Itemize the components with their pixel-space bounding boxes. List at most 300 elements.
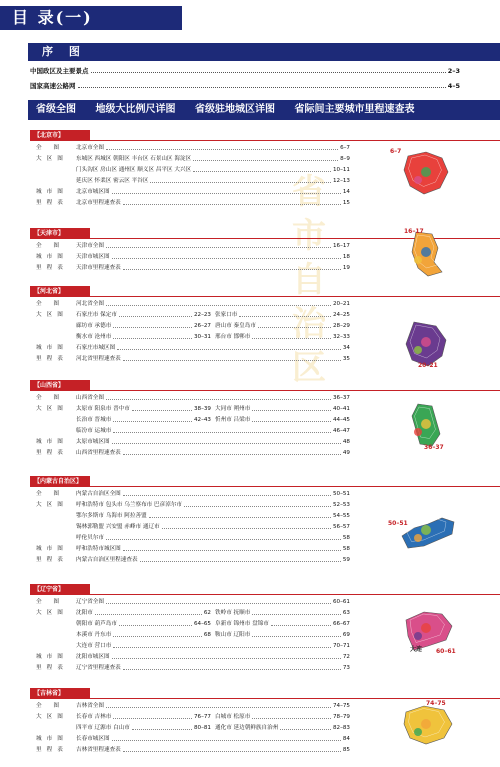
leader-dots <box>113 713 192 719</box>
row-text: 呼和浩特市 包头市 乌兰察布市 巴彦淖尔市 <box>76 502 183 508</box>
toc-row[interactable] <box>30 427 350 436</box>
section-title-part: 省级全图 <box>36 104 76 115</box>
leader-dots <box>106 598 331 604</box>
row-page: 24–25 <box>332 312 350 318</box>
row-items <box>76 702 350 711</box>
province-map-thumbnail[interactable] <box>390 148 458 198</box>
row-segment <box>76 620 211 629</box>
row-page: 19 <box>342 265 350 271</box>
row-page: 8–9 <box>340 156 350 162</box>
row-page: 68 <box>203 632 211 638</box>
row-page: 48 <box>342 439 350 445</box>
toc-row[interactable] <box>30 523 350 532</box>
row-page: 26–27 <box>193 323 211 329</box>
xu-row-label: 中国政区及主要景点 <box>30 67 89 75</box>
row-segment <box>76 631 211 640</box>
row-category: 大区图 <box>36 406 68 412</box>
toc-row[interactable] <box>30 155 350 164</box>
row-page: 58 <box>342 546 350 552</box>
row-category: 全 图 <box>36 243 64 249</box>
leader-dots <box>280 724 331 730</box>
row-segment <box>76 724 211 733</box>
map-page-label: 6–7 <box>390 148 402 155</box>
toc-row[interactable] <box>30 556 350 565</box>
leader-dots <box>140 556 341 562</box>
toc-row[interactable] <box>30 264 350 273</box>
map-page-label: 60–61 <box>436 648 456 655</box>
row-category <box>30 523 76 532</box>
row-text: 朝阳市 葫芦岛市 <box>76 621 117 627</box>
leader-dots <box>184 501 331 507</box>
toc-row[interactable] <box>30 642 350 651</box>
leader-dots <box>252 416 331 422</box>
row-segment <box>76 609 211 618</box>
province-header[interactable]: 【山西省】 <box>30 380 90 390</box>
row-page: 76–77 <box>193 714 211 720</box>
row-category <box>30 177 76 186</box>
province-divider <box>30 698 500 699</box>
toc-row[interactable] <box>30 653 350 662</box>
row-text: 大同市 朔州市 <box>215 406 251 412</box>
row-text: 延庆区 怀柔区 密云区 平谷区 <box>76 178 149 184</box>
toc-row[interactable] <box>30 177 350 186</box>
toc-row[interactable] <box>30 344 350 353</box>
row-category: 城市图 <box>36 654 68 660</box>
row-page: 54–55 <box>332 513 350 519</box>
row-page: 60–61 <box>332 599 350 605</box>
toc-row[interactable] <box>30 242 350 251</box>
province-map-thumbnail[interactable] <box>398 604 458 654</box>
row-page: 42–43 <box>193 417 211 423</box>
row-text: 长春市城区图 <box>76 736 110 742</box>
map-shape <box>398 228 458 278</box>
xu-row-page: 2–3 <box>447 67 460 75</box>
section-title-part: 地级大比例尺详图 <box>95 104 176 115</box>
row-category: 全 图 <box>36 301 64 307</box>
leader-dots <box>123 746 341 752</box>
xu-row[interactable] <box>30 81 460 91</box>
leader-dots <box>119 620 192 626</box>
xu-row[interactable] <box>30 66 460 76</box>
map-shape <box>398 148 458 198</box>
row-category: 大区图 <box>36 714 68 720</box>
leader-dots <box>78 81 446 88</box>
row-segment <box>215 311 350 320</box>
row-text: 辽宁省全图 <box>76 599 104 605</box>
row-category <box>30 322 76 331</box>
toc-row[interactable] <box>30 620 350 629</box>
row-segment <box>215 333 350 342</box>
row-text: 忻州市 吕梁市 <box>215 417 251 423</box>
toc-row[interactable] <box>30 166 350 175</box>
row-page: 62 <box>203 610 211 616</box>
row-page: 18 <box>342 254 350 260</box>
province-header[interactable]: 【北京市】 <box>30 130 90 140</box>
row-text: 东城区 西城区 朝阳区 丰台区 石景山区 海淀区 <box>76 156 192 162</box>
toc-row[interactable] <box>30 394 350 403</box>
row-category: 里程表 <box>36 356 68 362</box>
row-page: 32–33 <box>332 334 350 340</box>
row-category: 大区图 <box>36 156 68 162</box>
row-page: 72 <box>342 654 350 660</box>
row-items <box>76 512 350 521</box>
leader-dots <box>119 311 192 317</box>
row-category <box>30 620 76 629</box>
toc-row[interactable] <box>30 416 350 425</box>
row-text: 太原市 阳泉市 晋中市 <box>76 406 130 412</box>
leader-dots <box>252 631 341 637</box>
row-items <box>76 523 350 532</box>
row-page: 69 <box>342 632 350 638</box>
row-items <box>76 344 350 353</box>
map-shape <box>398 318 458 368</box>
row-page: 10–11 <box>332 167 350 173</box>
row-segment <box>215 631 350 640</box>
toc-row[interactable] <box>30 545 350 554</box>
toc-row[interactable] <box>30 746 350 755</box>
leader-dots <box>113 322 192 328</box>
row-category <box>30 427 76 436</box>
row-text: 大连市 营口市 <box>76 643 112 649</box>
row-items <box>76 746 350 755</box>
row-items <box>76 177 350 186</box>
leader-dots <box>123 264 341 270</box>
leader-dots <box>106 394 331 400</box>
row-page: 50–51 <box>332 491 350 497</box>
province-header[interactable]: 【内蒙古自治区】 <box>30 476 90 486</box>
toc-row[interactable] <box>30 490 350 499</box>
row-items <box>76 166 350 175</box>
row-category: 里程表 <box>36 747 68 753</box>
row-page: 58 <box>342 535 350 541</box>
row-segment <box>215 322 350 331</box>
leader-dots <box>132 405 192 411</box>
background-watermark: 省 市 自 治 区 <box>292 172 326 388</box>
province-map-thumbnail[interactable] <box>388 506 458 556</box>
row-segment <box>215 405 350 414</box>
row-segment <box>76 416 211 425</box>
province-header[interactable]: 【辽宁省】 <box>30 584 90 594</box>
leader-dots <box>113 333 192 339</box>
row-page: 73 <box>342 665 350 671</box>
section-title-part: 省级驻地城区详图 <box>194 104 275 115</box>
row-page: 14 <box>342 189 350 195</box>
row-text: 沈阳市 <box>76 610 93 616</box>
row-items <box>76 355 350 364</box>
leader-dots <box>113 642 331 648</box>
row-text: 四平市 辽源市 白山市 <box>76 725 130 731</box>
row-segment <box>76 405 211 414</box>
row-text: 石家庄市 保定市 <box>76 312 117 318</box>
leader-dots <box>106 300 331 306</box>
row-segment <box>215 713 350 722</box>
leader-dots <box>112 253 341 259</box>
map-shape <box>398 700 458 750</box>
province-header[interactable]: 【吉林省】 <box>30 688 90 698</box>
row-category: 全 图 <box>36 599 64 605</box>
xu-row-label: 国家高速公路网 <box>30 82 76 90</box>
row-page: 74–75 <box>332 703 350 709</box>
toc-row[interactable] <box>30 188 350 197</box>
row-items <box>76 264 350 273</box>
row-items <box>76 144 350 153</box>
toc-row[interactable] <box>30 702 350 711</box>
row-category: 城市图 <box>36 345 68 351</box>
map-page-label: 74–75 <box>426 700 446 707</box>
row-items <box>76 664 350 673</box>
row-segment <box>76 333 211 342</box>
row-items <box>76 556 350 565</box>
toc-row[interactable] <box>30 713 350 722</box>
leader-dots <box>252 405 331 411</box>
row-items <box>76 642 350 651</box>
row-segment <box>76 311 211 320</box>
row-category: 城市图 <box>36 546 68 552</box>
leader-dots <box>252 609 341 615</box>
toc-row[interactable] <box>30 512 350 521</box>
row-page: 38–39 <box>193 406 211 412</box>
leader-dots <box>252 333 331 339</box>
row-text: 北京市里程速查表 <box>76 200 121 206</box>
row-category: 里程表 <box>36 200 68 206</box>
province-divider <box>30 390 500 391</box>
row-text: 唐山市 秦皇岛市 <box>215 323 256 329</box>
map-page-label: 50–51 <box>388 520 408 527</box>
row-segment <box>76 713 211 722</box>
row-page: 35 <box>342 356 350 362</box>
leader-dots <box>162 523 331 529</box>
row-items <box>76 598 350 607</box>
province-map-thumbnail[interactable] <box>398 228 458 278</box>
toc-row[interactable] <box>30 631 350 640</box>
row-page: 22–23 <box>193 312 211 318</box>
row-items <box>76 438 350 447</box>
row-category: 城市图 <box>36 736 68 742</box>
row-text: 河北省全图 <box>76 301 104 307</box>
row-items <box>76 534 350 543</box>
row-items <box>76 199 350 208</box>
row-text: 邢台市 邯郸市 <box>215 334 251 340</box>
row-items <box>76 253 350 262</box>
toc-row[interactable] <box>30 664 350 673</box>
leader-dots <box>123 199 341 205</box>
row-category: 城市图 <box>36 439 68 445</box>
row-segment <box>215 724 350 733</box>
toc-row[interactable] <box>30 199 350 208</box>
row-text: 太原市城区图 <box>76 439 110 445</box>
row-category: 里程表 <box>36 557 68 563</box>
leader-dots <box>91 66 446 73</box>
row-segment <box>76 322 211 331</box>
leader-dots <box>106 242 331 248</box>
row-text: 北京市城区图 <box>76 189 110 195</box>
row-page: 56–57 <box>332 524 350 530</box>
row-items <box>76 653 350 662</box>
row-text: 白城市 松原市 <box>215 714 251 720</box>
leader-dots <box>239 311 331 317</box>
row-segment <box>215 416 350 425</box>
row-text: 辽宁省里程速查表 <box>76 665 121 671</box>
row-category: 里程表 <box>36 450 68 456</box>
toc-row[interactable] <box>30 724 350 733</box>
section-title-part: 省际间主要城市里程速查表 <box>294 104 415 115</box>
row-category: 全 图 <box>36 491 64 497</box>
leader-dots <box>112 438 341 444</box>
row-text: 内蒙古自治区里程速查表 <box>76 557 138 563</box>
row-items <box>76 449 350 458</box>
row-text: 通化市 延边朝鲜族自治州 <box>215 725 279 731</box>
leader-dots <box>193 166 331 172</box>
toc-row[interactable] <box>30 501 350 510</box>
province-divider <box>30 140 500 141</box>
row-items <box>76 501 350 510</box>
leader-dots <box>106 702 331 708</box>
row-items <box>76 242 350 251</box>
leader-dots <box>123 490 331 496</box>
row-category: 大区图 <box>36 502 68 508</box>
row-category <box>30 534 76 543</box>
map-shape <box>398 400 458 450</box>
row-category: 大区图 <box>36 312 68 318</box>
leader-dots <box>113 631 202 637</box>
row-text: 廊坊市 承德市 <box>76 323 112 329</box>
row-category: 全 图 <box>36 703 64 709</box>
leader-dots <box>113 427 331 433</box>
row-page: 49 <box>342 450 350 456</box>
leader-dots <box>123 449 341 455</box>
row-text: 天津市城区图 <box>76 254 110 260</box>
row-page: 80–81 <box>193 725 211 731</box>
row-page: 84 <box>342 736 350 742</box>
row-page: 78–79 <box>332 714 350 720</box>
leader-dots <box>106 534 341 540</box>
toc-row[interactable] <box>30 300 350 309</box>
row-page: 52–53 <box>332 502 350 508</box>
row-text: 锡林郭勒盟 兴安盟 赤峰市 通辽市 <box>76 524 160 530</box>
toc-row[interactable] <box>30 534 350 543</box>
row-category <box>30 631 76 640</box>
row-text: 河北省里程速查表 <box>76 356 121 362</box>
row-text: 北京市全图 <box>76 145 104 151</box>
leader-dots <box>271 620 331 626</box>
row-page: 82–83 <box>332 725 350 731</box>
row-items <box>76 427 350 436</box>
toc-row[interactable] <box>30 355 350 364</box>
row-category: 城市图 <box>36 189 68 195</box>
toc-row[interactable] <box>30 598 350 607</box>
leader-dots <box>95 609 202 615</box>
province-header[interactable]: 【天津市】 <box>30 228 90 238</box>
row-page: 70–71 <box>332 643 350 649</box>
row-items <box>76 545 350 554</box>
map-page-label: 36–37 <box>424 444 444 451</box>
toc-row[interactable] <box>30 449 350 458</box>
row-text: 门头沟区 房山区 通州区 顺义区 昌平区 大兴区 <box>76 167 192 173</box>
row-segment <box>215 609 350 618</box>
row-page: 30–31 <box>193 334 211 340</box>
row-category <box>30 416 76 425</box>
province-divider <box>30 594 500 595</box>
row-page: 44–45 <box>332 417 350 423</box>
toc-row[interactable] <box>30 253 350 262</box>
leader-dots <box>117 344 341 350</box>
leader-dots <box>193 155 338 161</box>
row-items <box>76 300 350 309</box>
row-text: 山西省里程速查表 <box>76 450 121 456</box>
province-map-thumbnail[interactable] <box>398 318 458 368</box>
row-page: 28–29 <box>332 323 350 329</box>
row-text: 呼伦贝尔市 <box>76 535 104 541</box>
row-text: 沈阳市城区图 <box>76 654 110 660</box>
toc-title-banner: 目 录(一) <box>0 6 182 30</box>
row-text: 铁岭市 抚顺市 <box>215 610 251 616</box>
leader-dots <box>149 512 331 518</box>
row-text: 内蒙古自治区全图 <box>76 491 121 497</box>
row-category: 里程表 <box>36 265 68 271</box>
leader-dots <box>258 322 331 328</box>
row-text: 临汾市 运城市 <box>76 428 112 434</box>
leader-dots <box>112 188 341 194</box>
row-items <box>76 155 350 164</box>
row-text: 本溪市 丹东市 <box>76 632 112 638</box>
row-text: 天津市里程速查表 <box>76 265 121 271</box>
map-shape <box>398 506 458 556</box>
leader-dots <box>123 545 341 551</box>
row-text: 石家庄市城区图 <box>76 345 116 351</box>
row-page: 46–47 <box>332 428 350 434</box>
row-page: 16–17 <box>332 243 350 249</box>
toc-row[interactable] <box>30 735 350 744</box>
map-city-label: 大连 <box>410 646 423 653</box>
toc-row[interactable] <box>30 333 350 342</box>
row-text: 鞍山市 辽阳市 <box>215 632 251 638</box>
row-segment <box>215 620 350 629</box>
toc-row[interactable] <box>30 311 350 320</box>
map-shape <box>398 604 458 654</box>
row-page: 15 <box>342 200 350 206</box>
row-category: 大区图 <box>36 610 68 616</box>
toc-row[interactable] <box>30 405 350 414</box>
leader-dots <box>106 144 338 150</box>
row-text: 吉林省全图 <box>76 703 104 709</box>
toc-row[interactable] <box>30 609 350 618</box>
row-page: 64–65 <box>193 621 211 627</box>
section-province-bar <box>28 100 500 120</box>
row-category <box>30 642 76 651</box>
toc-row[interactable] <box>30 144 350 153</box>
province-map-thumbnail[interactable] <box>398 400 458 450</box>
leader-dots <box>112 653 341 659</box>
xu-row-page: 4–5 <box>447 82 460 90</box>
row-category <box>30 724 76 733</box>
province-map-thumbnail[interactable] <box>398 700 458 750</box>
row-page: 20–21 <box>332 301 350 307</box>
toc-row[interactable] <box>30 438 350 447</box>
row-category <box>30 512 76 521</box>
row-page: 66–67 <box>332 621 350 627</box>
toc-row[interactable] <box>30 322 350 331</box>
row-text: 鄂尔多斯市 乌海市 阿拉善盟 <box>76 513 147 519</box>
map-page-label: 16–17 <box>404 228 424 235</box>
province-header[interactable]: 【河北省】 <box>30 286 90 296</box>
row-text: 阜新市 锦州市 盘锦市 <box>215 621 269 627</box>
row-text: 张家口市 <box>215 312 238 318</box>
row-page: 85 <box>342 747 350 753</box>
leader-dots <box>123 355 341 361</box>
leader-dots <box>132 724 192 730</box>
row-category: 里程表 <box>36 665 68 671</box>
leader-dots <box>123 664 341 670</box>
